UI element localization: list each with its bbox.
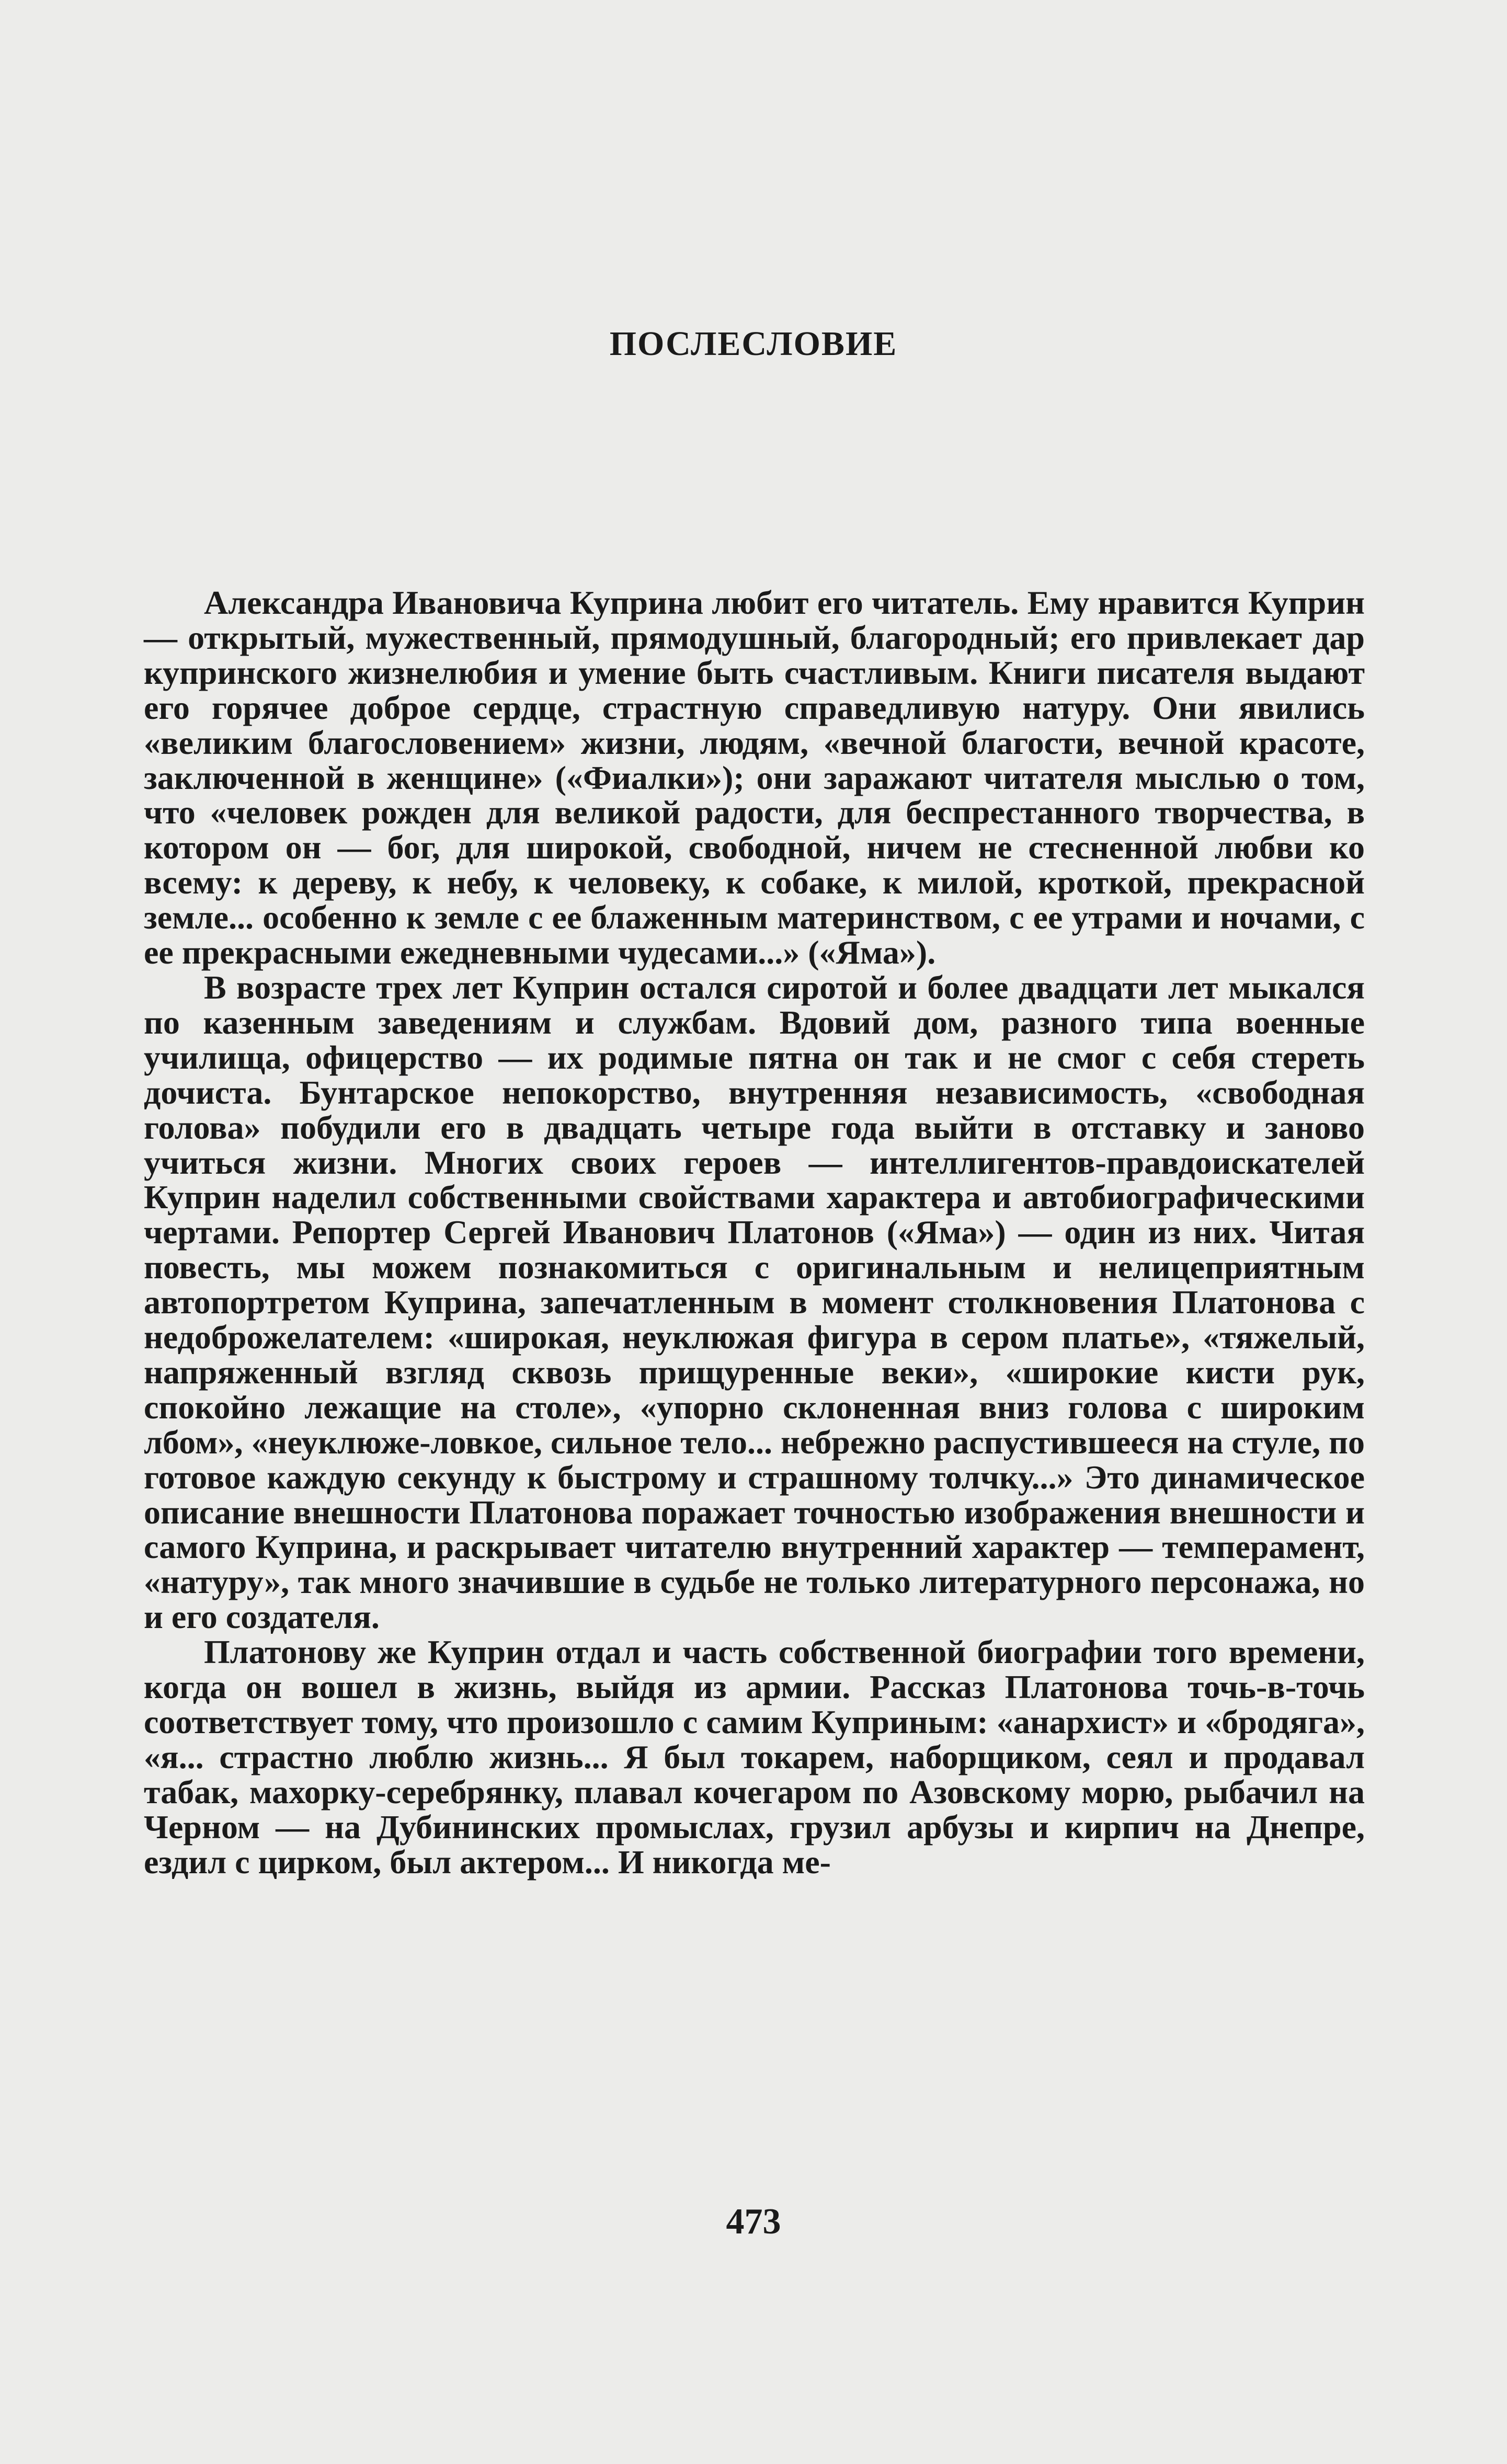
body-text — [144, 586, 1365, 1880]
paragraph: Платонову же Куприн отдал и часть собственной биографии того времени, когда он вошел в жизнь, выйдя из армии. Рассказ Платонова точь-в-точь соответствует тому, что произошло с самим Куприным: «анархист» и «бродяга», «я... страстно люблю жизнь... Я был токарем, наборщиком, сеял и продавал табак, махорку-серебрянку, плавал кочегаром по Азовскому морю, рыбачил на Черном — на Дубининских промыслах, грузил арбузы и кирпич на Днепре, ездил с цирком, был актером... И никогда ме- — [144, 1633, 1365, 1881]
page-number: 473 — [726, 2202, 781, 2242]
paragraph: В возрасте трех лет Куприн остался сиротой и более двадцати лет мыкался по казенным заведениям и службам. Вдовий дом, разного типа военные училища, офицерство — их родимые пятна он так и не смог с себя стереть дочиста. Бунтарское непокорство, внутренняя независимость, «свободная голова» побудили его в двадцать четыре года выйти в отставку и заново учиться жизни. Многих своих героев — интеллигентов-правдоискателей Куприн наделил собственными свойствами характера и автобиографическими чертами. Репортер Сергей Иванович Платонов («Яма») — один из них. Читая повесть, мы можем познакомиться с оригинальным и нелицеприятным автопортретом Куприна, запечатленным в момент столкновения Платонова с недоброжелателем: «широкая, неуклюжая фигура в сером платье», «тяжелый, напряженный взгляд сквозь прищуренные веки», «широкие кисти рук, спокойно лежащие на столе», «упорно склоненная вниз голова с широким лбом», «неуклюже-ловкое, сильное тело... небрежно распустившееся на стуле, по готовое каждую секунду к быстрому и страшному толчку...» Это динамическое описание внешности Платонова поражает точностью изображения внешности и самого Куприна, и раскрывает читателю внутренний характер — темперамент, «натуру», так много значившие в судьбе не только литературного персонажа, но и его создателя. — [144, 968, 1365, 1636]
chapter-title: ПОСЛЕСЛОВИЕ — [609, 325, 898, 363]
paragraph: Александра Ивановича Куприна любит его читатель. Ему нравится Куприн — открытый, мужественный, прямодушный, благородный; его привлекает дар купринского жизнелюбия и умение быть счастливым. Книги писателя выдают его горячее доброе сердце, страстную справедливую натуру. Они явились «великим благословением» жизни, людям, «вечной благости, вечной красоте, заключенной в женщине» («Фиалки»); они заражают читателя мыслью о том, что «человек рожден для великой радости, для беспрестанного творчества, в котором он — бог, для широкой, свободной, ничем не стесненной любви ко всему: к дереву, к небу, к человеку, к собаке, к милой, кроткой, прекрасной земле... особенно к земле с ее блаженным материнством, с ее утрами и ночами, с ее прекрасными ежедневными чудесами...» («Яма»). — [144, 584, 1365, 971]
